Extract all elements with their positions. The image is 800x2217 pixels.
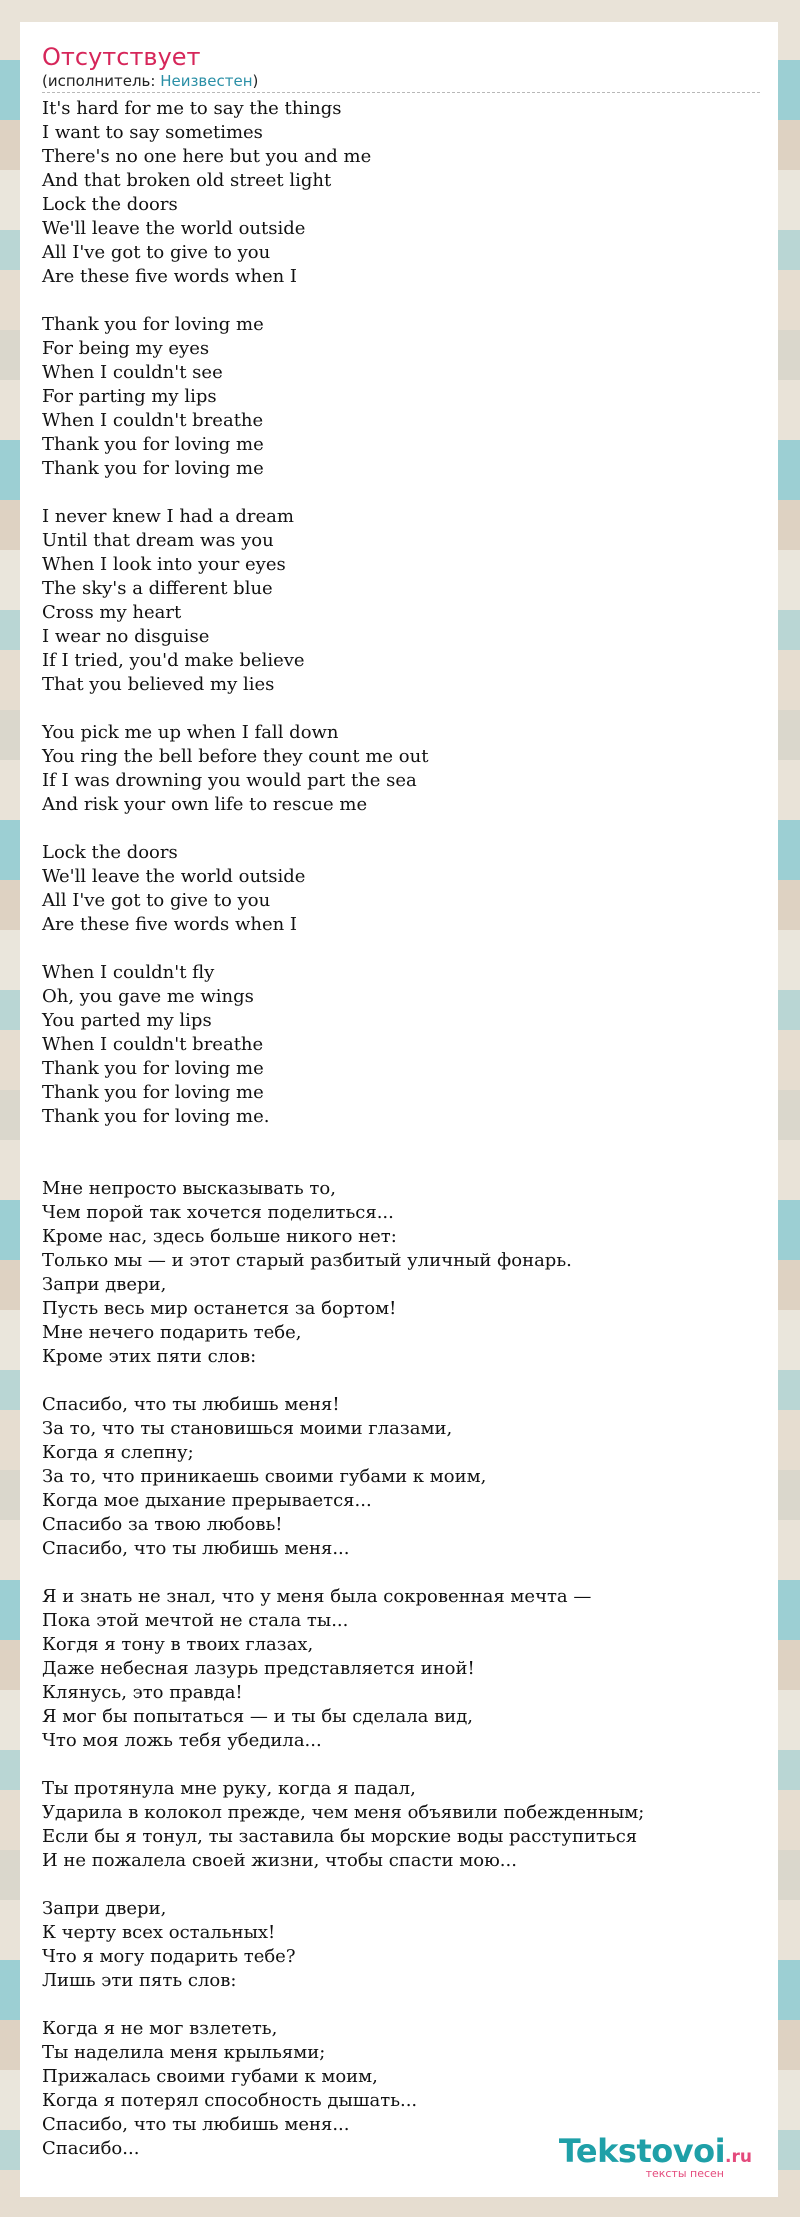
lyric-line: Даже небесная лазурь представляется иной!	[42, 1658, 475, 1679]
lyric-line: Мне нечего подарить тебе,	[42, 1322, 302, 1343]
lyric-line: Клянусь, это правда!	[42, 1682, 243, 1703]
stanza-gap	[42, 1129, 760, 1153]
stanza-gap	[42, 817, 760, 841]
lyric-line: Что моя ложь тебя убедила...	[42, 1730, 322, 1751]
lyric-line: Спасибо за твою любовь!	[42, 1514, 283, 1535]
lyric-line: Пусть весь мир останется за бортом!	[42, 1298, 397, 1319]
song-title: Отсутствует	[42, 43, 201, 71]
lyric-line: Кроме нас, здесь больше никого нет:	[42, 1226, 397, 1247]
lyric-line: Thank you for loving me	[42, 434, 264, 455]
lyric-line: All I've got to give to you	[42, 242, 271, 263]
lyric-line: К черту всех остальных!	[42, 1922, 276, 1943]
logo-tagline: тексты песен	[645, 2167, 724, 2180]
lyric-line: Are these five words when I	[42, 266, 298, 287]
lyric-line: Прижалась своими губами к моим,	[42, 2066, 378, 2087]
lyric-line: Когда я не мог взлететь,	[42, 2018, 278, 2039]
lyric-line: Thank you for loving me	[42, 1082, 264, 1103]
lyric-line: If I was drowning you would part the sea	[42, 770, 417, 791]
stanza-gap	[42, 289, 760, 313]
stanza-gap	[42, 937, 760, 961]
lyrics-body	[42, 97, 760, 2161]
lyric-line: Thank you for loving me	[42, 314, 264, 335]
lyric-line: We'll leave the world outside	[42, 866, 306, 887]
lyric-line: Cross my heart	[42, 602, 182, 623]
lyric-line: The sky's a different blue	[42, 578, 273, 599]
lyric-line: Ударила в колокол прежде, чем меня объявили побежденным;	[42, 1802, 645, 1823]
lyric-line: When I couldn't see	[42, 362, 223, 383]
lyric-line: Thank you for loving me.	[42, 1106, 270, 1127]
artist-line	[42, 70, 760, 93]
lyric-line: Ты наделила меня крыльями;	[42, 2042, 326, 2063]
lyric-line: I wear no disguise	[42, 626, 210, 647]
lyric-line: Если бы я тонул, ты заставила бы морские воды расступиться	[42, 1826, 638, 1847]
stanza-gap	[42, 1873, 760, 1897]
lyric-line: You parted my lips	[42, 1010, 212, 1031]
lyric-line: Только мы — и этот старый разбитый уличный фонарь.	[42, 1250, 572, 1271]
artist-suffix: )	[252, 72, 259, 90]
lyric-line: When I couldn't breathe	[42, 1034, 264, 1055]
lyrics-card	[20, 22, 778, 2197]
lyric-line: For being my eyes	[42, 338, 210, 359]
lyric-line: Я мог бы попытаться — и ты бы сделала вид,	[42, 1706, 474, 1727]
lyric-line: And that broken old street light	[42, 170, 332, 191]
logo-tld: .ru	[725, 2147, 752, 2167]
stanza-gap	[42, 1153, 760, 1177]
stanza-gap	[42, 481, 760, 505]
lyric-line: And risk your own life to rescue me	[42, 794, 368, 815]
lyric-line: Лишь эти пять слов:	[42, 1970, 237, 1991]
lyric-line: Запри двери,	[42, 1898, 167, 1919]
lyric-line: I want to say sometimes	[42, 122, 263, 143]
lyric-line: All I've got to give to you	[42, 890, 271, 911]
artist-link[interactable]: Неизвестен	[160, 72, 253, 90]
site-logo[interactable]	[558, 2132, 752, 2180]
stanza-gap	[42, 1561, 760, 1585]
lyric-line: Когда я слепну;	[42, 1442, 194, 1463]
lyric-line: Oh, you gave me wings	[42, 986, 254, 1007]
lyric-line: Thank you for loving me	[42, 458, 264, 479]
lyric-line: Когдя я тону в твоих глазах,	[42, 1634, 314, 1655]
stanza-gap	[42, 1993, 760, 2017]
lyric-line: И не пожалела своей жизни, чтобы спасти мою...	[42, 1850, 517, 1871]
lyric-line: За то, что ты становишься моими глазами,	[42, 1418, 453, 1439]
lyric-line: We'll leave the world outside	[42, 218, 306, 239]
lyric-line: Thank you for loving me	[42, 1058, 264, 1079]
lyric-line: Кроме этих пяти слов:	[42, 1346, 257, 1367]
lyric-line: За то, что приникаешь своими губами к моим,	[42, 1466, 487, 1487]
lyric-line: Lock the doors	[42, 194, 178, 215]
lyric-line: Спасибо, что ты любишь меня!	[42, 1394, 340, 1415]
lyric-line: Спасибо...	[42, 2138, 140, 2159]
lyric-line: I never knew I had a dream	[42, 506, 294, 527]
lyric-line: You pick me up when I fall down	[42, 722, 339, 743]
artist-prefix: (исполнитель:	[42, 72, 161, 90]
stanza-gap	[42, 1753, 760, 1777]
lyric-line: Пока этой мечтой не стала ты...	[42, 1610, 349, 1631]
lyric-line: Что я могу подарить тебе?	[42, 1946, 296, 1967]
lyric-line: Запри двери,	[42, 1274, 167, 1295]
lyric-line: Я и знать не знал, что у меня была сокровенная мечта —	[42, 1586, 592, 1607]
lyric-line: Ты протянула мне руку, когда я падал,	[42, 1778, 416, 1799]
lyric-line: That you believed my lies	[42, 674, 275, 695]
lyric-line: If I tried, you'd make believe	[42, 650, 305, 671]
logo-name: Tekstovoi	[558, 2132, 726, 2170]
stanza-gap	[42, 1369, 760, 1393]
lyric-line: Спасибо, что ты любишь меня...	[42, 2114, 350, 2135]
lyric-line: When I couldn't breathe	[42, 410, 264, 431]
lyric-line: Когда мое дыхание прерывается...	[42, 1490, 372, 1511]
lyric-line: Когда я потерял способность дышать...	[42, 2090, 418, 2111]
lyric-line: Спасибо, что ты любишь меня...	[42, 1538, 350, 1559]
lyric-line: There's no one here but you and me	[42, 146, 372, 167]
lyric-line: Until that dream was you	[42, 530, 274, 551]
lyric-line: You ring the bell before they count me out	[42, 746, 429, 767]
lyric-line: It's hard for me to say the things	[42, 98, 342, 119]
lyric-line: When I couldn't fly	[42, 962, 215, 983]
lyric-line: Мне непросто высказывать то,	[42, 1178, 336, 1199]
stanza-gap	[42, 697, 760, 721]
lyric-line: Lock the doors	[42, 842, 178, 863]
lyric-line: Are these five words when I	[42, 914, 298, 935]
lyric-line: When I look into your eyes	[42, 554, 286, 575]
lyric-line: For parting my lips	[42, 386, 217, 407]
lyric-line: Чем порой так хочется поделиться...	[42, 1202, 394, 1223]
